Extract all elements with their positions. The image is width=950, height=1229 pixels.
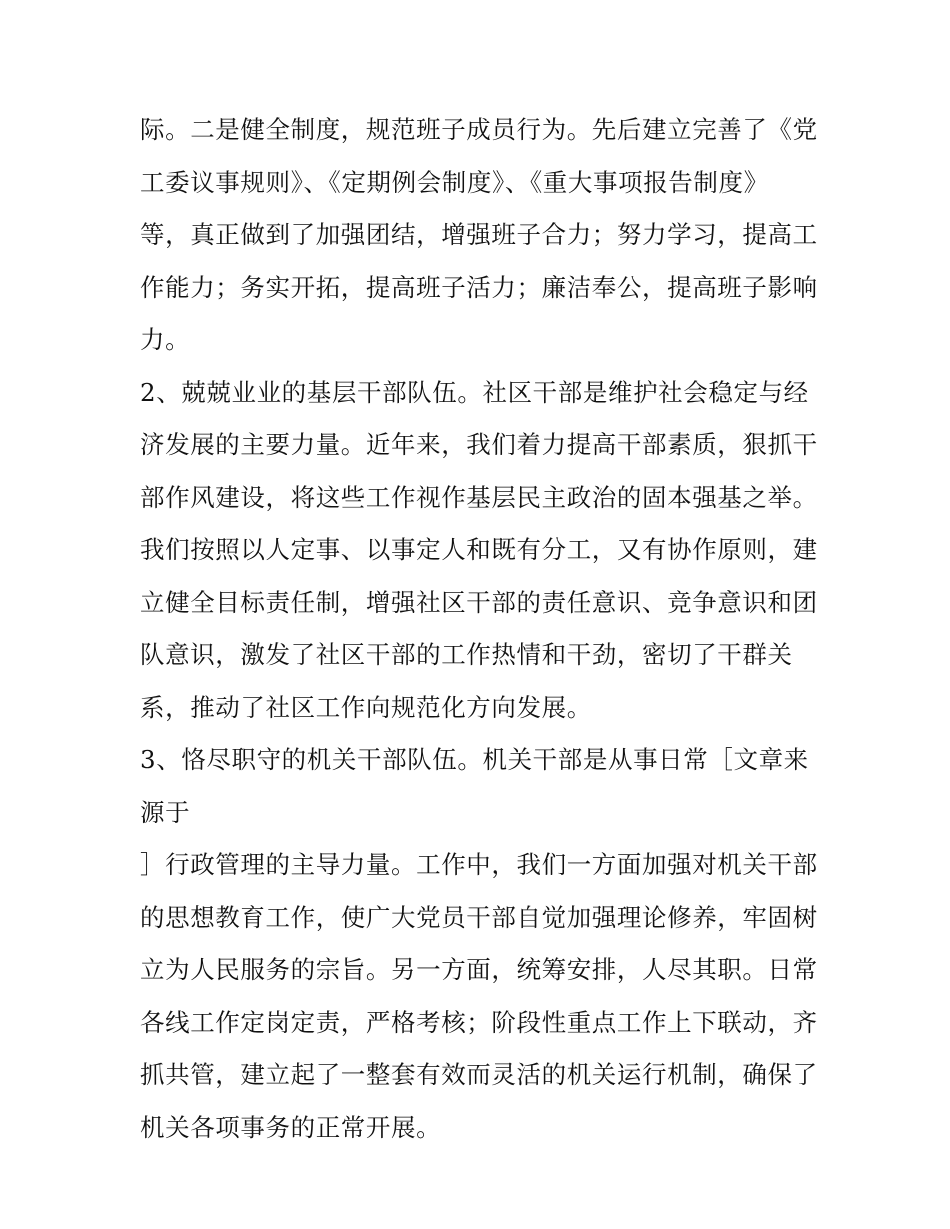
text-line: 的思想教育工作，使广大党员干部自觉加强理论修养，牢固树	[140, 902, 818, 932]
text-line: 源于	[140, 797, 191, 827]
text-line: 工委议事规则》、《定期例会制度》、《重大事项报告制度》	[140, 167, 769, 197]
text-line: 我们按照以人定事、以事定人和既有分工，又有协作原则，建	[140, 535, 818, 564]
document-body	[140, 104, 820, 1154]
text-line: 际。二是健全制度，规范班子成员行为。先后建立完善了《党	[140, 115, 818, 144]
text-line: 2、兢兢业业的基层干部队伍。社区干部是维护社会稳定与经	[140, 377, 809, 407]
text-line: 机关各项事务的正常开展。	[140, 1112, 442, 1142]
text-line: 力。	[140, 325, 191, 354]
text-line: 各线工作定岗定责，严格考核；阶段性重点工作上下联动，齐	[140, 1007, 818, 1037]
text-line: 部作风建设，将这些工作视作基层民主政治的固本强基之举。	[140, 482, 818, 512]
text-line: 作能力；务实开拓，提高班子活力；廉洁奉公，提高班子影响	[140, 272, 818, 302]
text-line: 立为人民服务的宗旨。另一方面，统筹安排，人尽其职。日常	[140, 955, 818, 984]
text-line: 3、恪尽职守的机关干部队伍。机关干部是从事日常［文章来	[140, 745, 809, 774]
text-line: 济发展的主要力量。近年来，我们着力提高干部素质，狠抓干	[140, 430, 818, 459]
text-line: 抓共管，建立起了一整套有效而灵活的机关运行机制，确保了	[140, 1060, 818, 1089]
text-line: 等，真正做到了加强团结，增强班子合力；努力学习，提高工	[140, 220, 818, 249]
text-line: 队意识，激发了社区干部的工作热情和干劲，密切了干群关	[140, 640, 793, 669]
text-line: ］行政管理的主导力量。工作中，我们一方面加强对机关干部	[140, 850, 818, 879]
text-line: 立健全目标责任制，增强社区干部的责任意识、竞争意识和团	[140, 587, 818, 617]
text-line: 系，推动了社区工作向规范化方向发展。	[140, 692, 592, 722]
